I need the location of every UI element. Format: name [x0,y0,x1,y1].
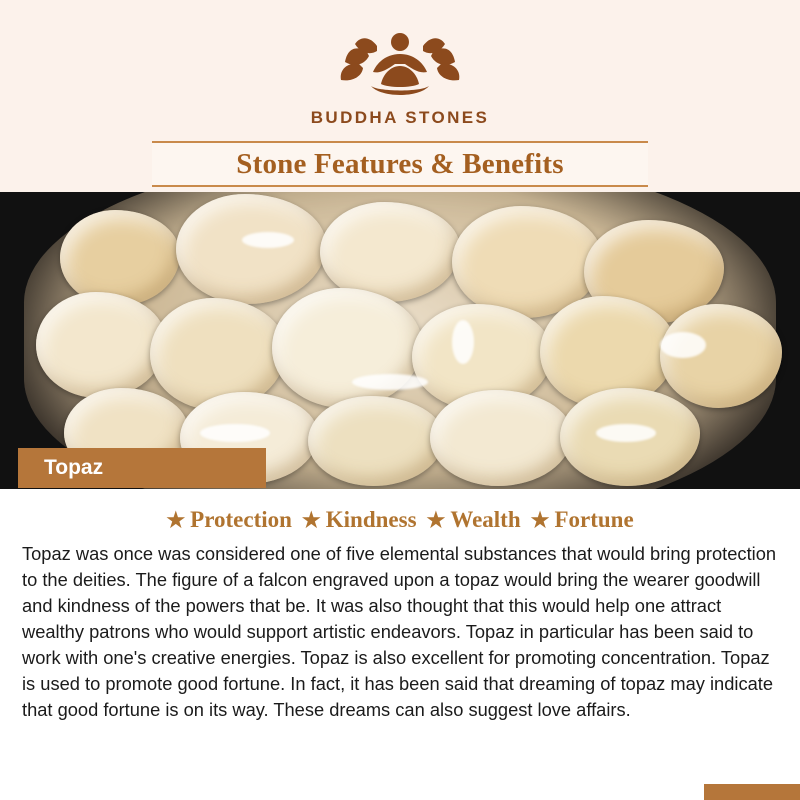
keyword-label: Wealth [450,507,521,532]
stone-name: Topaz [44,456,104,479]
star-icon: ★ [530,507,550,532]
stone-highlight [242,232,294,248]
stone-name-tab [18,448,266,488]
stone-highlight [200,424,270,442]
stone-description: Topaz was once was considered one of five elemental substances that would bring protection to the deities. The figure of a falcon engraved upon a topaz would bring the wearer goodwill and kindness of the powers that be. It was also thought that this would help one attract wealthy patrons who would support artistic endeavors. Topaz in particular has been said to work with one's creative energies. Topaz is also excellent for promoting concentration. Topaz is used to promote good fortune. In fact, it has been said that dreaming of topaz may indicate that good fortune is on its way. These dreams can also suggest love affairs. [22,543,777,720]
lotus-meditation-icon [325,22,475,104]
keyword-item [166,507,292,533]
keyword-list [22,507,778,533]
stone-highlight [452,320,474,364]
stone-highlight [596,424,656,442]
star-icon: ★ [426,507,446,532]
stone-highlight [660,332,706,358]
logo-block [0,0,800,128]
star-icon: ★ [301,507,321,532]
stone-highlight [352,374,428,390]
star-icon: ★ [166,507,186,532]
page-title: Stone Features & Benefits [236,147,564,180]
keyword-item [294,507,417,533]
brand-name: BUDDHA STONES [310,108,490,127]
keyword-label: Fortune [554,507,634,532]
keyword-item [419,507,521,533]
keyword-item [523,507,634,533]
bottom-right-corner-band [704,784,800,800]
keyword-label: Kindness [325,507,417,532]
keyword-label: Protection [190,507,292,532]
stone-details [0,489,800,800]
title-banner [152,141,648,187]
stone-photo [0,192,800,489]
